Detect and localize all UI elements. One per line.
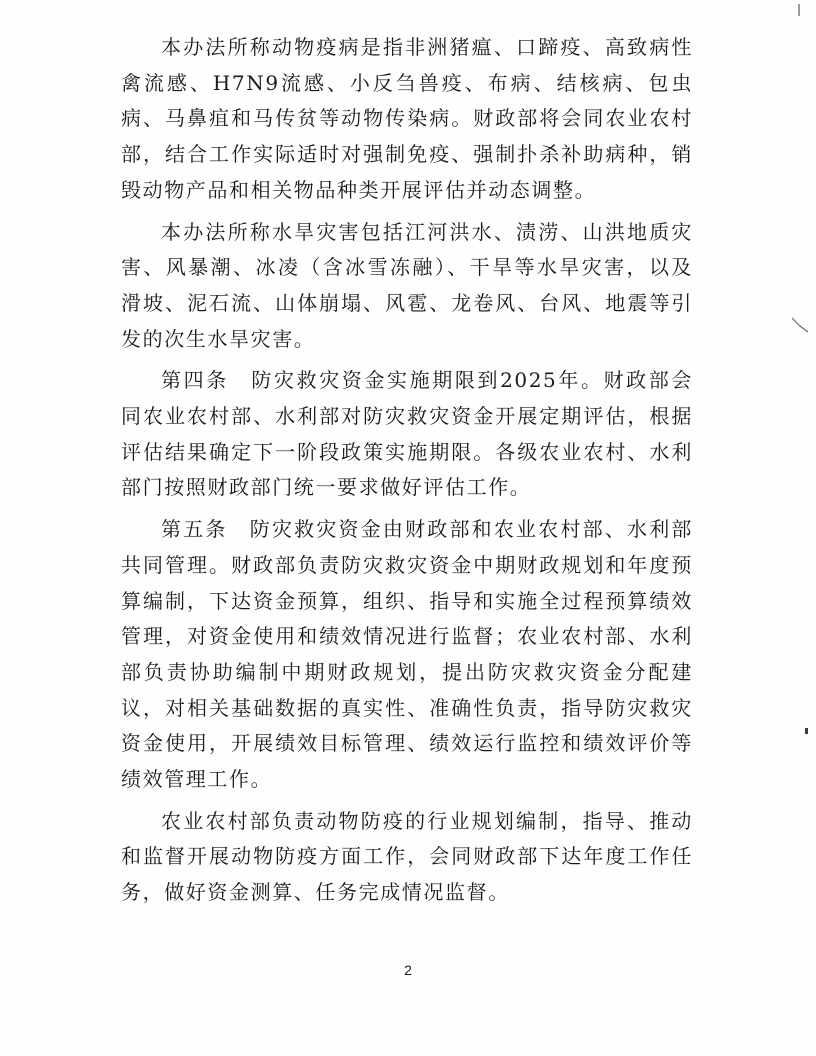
scan-artifact-mark — [798, 4, 800, 16]
paragraph-article-4: 第四条 防灾救灾资金实施期限到2025年。财政部会同农业农村部、水利部对防灾救灾资金开展定期评估，根据评估结果确定下一阶段政策实施期限。各级农业农村、水利部门按照财政部门统一要求做好评估工作。 — [121, 368, 693, 500]
paragraph-animal-disease-definition: 本办法所称动物疫病是指非洲猪瘟、口蹄疫、高致病性禽流感、H7N9流感、小反刍兽疫、布病、结核病、包虫病、马鼻疽和马传贫等动物传染病。财政部将会同农业农村部，结合工作实际适时对强制免疫、强制扑杀补助病种，销毁动物产品和相关物品种类开展评估并动态调整。 — [121, 35, 693, 202]
paragraph-agriculture-ministry-duties: 农业农村部负责动物防疫的行业规划编制，指导、推动和监督开展动物防疫方面工作，会同财政部下达年度工作任务，做好资金测算、任务完成情况监督。 — [121, 808, 693, 905]
paragraph-flood-drought-definition: 本办法所称水旱灾害包括江河洪水、渍涝、山洪地质灾害、风暴潮、冰凌（含冰雪冻融）、干旱等水旱灾害，以及滑坡、泥石流、山体崩塌、风雹、龙卷风、台风、地震等引发的次生水旱灾害。 — [121, 219, 693, 351]
scan-artifact-stroke — [790, 316, 812, 334]
page-number: 2 — [404, 962, 412, 978]
scan-artifact-dot — [805, 728, 808, 734]
document-body — [121, 30, 693, 917]
paragraph-article-5: 第五条 防灾救灾资金由财政部和农业农村部、水利部共同管理。财政部负责防灾救灾资金中期财政规划和年度预算编制，下达资金预算，组织、指导和实施全过程预算绩效管理，对资金使用和绩效情况进行监督；农业农村部、水利部负责协助编制中期财政规划，提出防灾救灾资金分配建议，对相关基础数据的真实性、准确性负责，指导防灾救灾资金使用，开展绩效目标管理、绩效运行监控和绩效评价等绩效管理工作。 — [121, 517, 693, 792]
